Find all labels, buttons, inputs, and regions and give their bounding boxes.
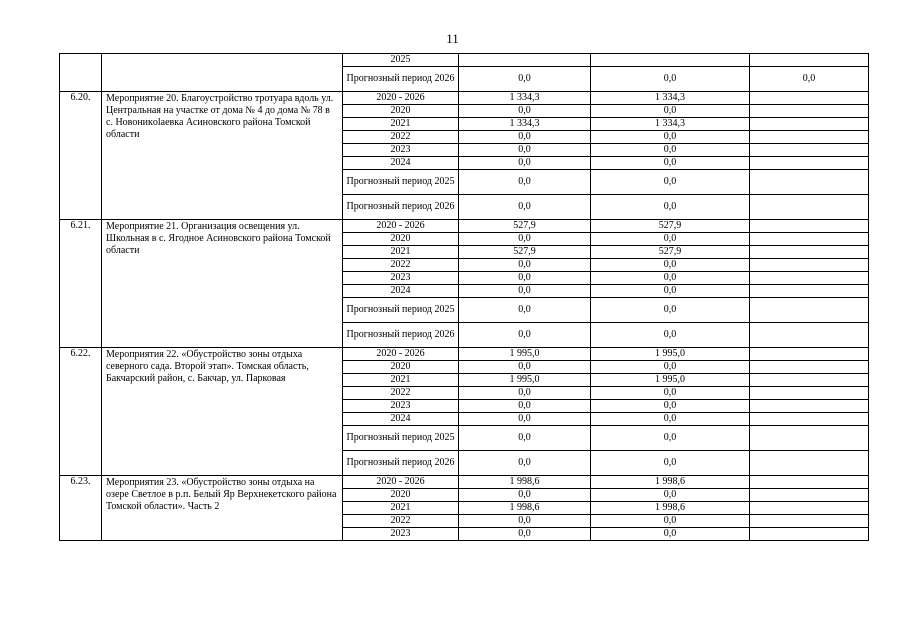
- amount-cell: [750, 92, 869, 105]
- amount-cell: 0,0: [459, 413, 591, 426]
- amount-cell: 0,0: [591, 195, 750, 220]
- amount-cell: 527,9: [459, 220, 591, 233]
- amount-cell: [750, 426, 869, 451]
- period-cell: 2022: [343, 259, 459, 272]
- period-cell: Прогнозный период 2025: [343, 426, 459, 451]
- measure-code: 6.21.: [60, 220, 102, 348]
- amount-cell: 527,9: [591, 246, 750, 259]
- amount-cell: 0,0: [750, 67, 869, 92]
- amount-cell: 0,0: [459, 144, 591, 157]
- description-cell: [102, 54, 343, 92]
- amount-cell: 527,9: [591, 220, 750, 233]
- amount-cell: 0,0: [459, 67, 591, 92]
- code-cell: [60, 54, 102, 92]
- amount-cell: 0,0: [591, 131, 750, 144]
- period-cell: Прогнозный период 2026: [343, 323, 459, 348]
- amount-cell: 0,0: [591, 451, 750, 476]
- amount-cell: [750, 105, 869, 118]
- period-cell: 2024: [343, 285, 459, 298]
- amount-cell: 0,0: [459, 515, 591, 528]
- amount-cell: 1 998,6: [591, 502, 750, 515]
- amount-cell: 1 998,6: [459, 502, 591, 515]
- amount-cell: 0,0: [459, 451, 591, 476]
- table-row: [60, 54, 869, 67]
- amount-cell: 1 995,0: [591, 374, 750, 387]
- amount-cell: [750, 451, 869, 476]
- period-cell: 2020: [343, 489, 459, 502]
- amount-cell: [750, 144, 869, 157]
- measure-description: Мероприятия 22. «Обустройство зоны отдыха северного сада. Второй этап». Томская область, Бакчарский район, с. Бакчар, ул. Парковая: [102, 348, 343, 476]
- amount-cell: 1 995,0: [591, 348, 750, 361]
- amount-cell: 0,0: [591, 361, 750, 374]
- period-cell: Прогнозный период 2026: [343, 67, 459, 92]
- period-cell: 2022: [343, 131, 459, 144]
- table-row: [60, 92, 869, 105]
- amount-cell: 1 334,3: [591, 92, 750, 105]
- amount-cell: 1 995,0: [459, 348, 591, 361]
- amount-cell: [750, 515, 869, 528]
- amount-cell: 0,0: [459, 131, 591, 144]
- amount-cell: 0,0: [591, 272, 750, 285]
- amount-cell: [750, 54, 869, 67]
- amount-cell: [750, 400, 869, 413]
- amount-cell: [750, 170, 869, 195]
- amount-cell: [750, 246, 869, 259]
- amount-cell: [750, 131, 869, 144]
- amount-cell: [750, 272, 869, 285]
- amount-cell: 0,0: [591, 259, 750, 272]
- table-row: [60, 476, 869, 489]
- period-cell: 2020 - 2026: [343, 476, 459, 489]
- page-number: 11: [446, 31, 459, 46]
- period-cell: 2020: [343, 105, 459, 118]
- amount-cell: 0,0: [459, 361, 591, 374]
- amount-cell: 0,0: [459, 528, 591, 541]
- amount-cell: 0,0: [591, 528, 750, 541]
- period-cell: 2020 - 2026: [343, 220, 459, 233]
- period-cell: 2020 - 2026: [343, 348, 459, 361]
- amount-cell: 0,0: [459, 272, 591, 285]
- amount-cell: 0,0: [459, 387, 591, 400]
- amount-cell: 0,0: [591, 400, 750, 413]
- period-cell: 2020: [343, 233, 459, 246]
- amount-cell: 0,0: [459, 195, 591, 220]
- amount-cell: 0,0: [591, 105, 750, 118]
- measure-description: Мероприятие 21. Организация освещения ул. Школьная в с. Ягодное Асиновского района Томской области: [102, 220, 343, 348]
- measure-code: 6.23.: [60, 476, 102, 541]
- amount-cell: 0,0: [591, 426, 750, 451]
- amount-cell: [750, 387, 869, 400]
- amount-cell: 0,0: [591, 298, 750, 323]
- amount-cell: 0,0: [459, 298, 591, 323]
- period-cell: 2022: [343, 387, 459, 400]
- period-cell: 2020 - 2026: [343, 92, 459, 105]
- budget-table-body: [60, 54, 869, 541]
- amount-cell: 1 334,3: [459, 92, 591, 105]
- amount-cell: [750, 220, 869, 233]
- amount-cell: 0,0: [591, 489, 750, 502]
- table-row: [60, 348, 869, 361]
- amount-cell: 0,0: [591, 387, 750, 400]
- amount-cell: [459, 54, 591, 67]
- period-cell: Прогнозный период 2026: [343, 451, 459, 476]
- period-cell: Прогнозный период 2025: [343, 170, 459, 195]
- amount-cell: 0,0: [459, 323, 591, 348]
- amount-cell: [750, 285, 869, 298]
- amount-cell: 0,0: [459, 259, 591, 272]
- period-cell: Прогнозный период 2025: [343, 298, 459, 323]
- amount-cell: 1 334,3: [591, 118, 750, 131]
- amount-cell: [750, 259, 869, 272]
- amount-cell: [750, 298, 869, 323]
- amount-cell: [750, 502, 869, 515]
- amount-cell: [591, 54, 750, 67]
- period-cell: 2021: [343, 118, 459, 131]
- amount-cell: 0,0: [591, 285, 750, 298]
- amount-cell: 0,0: [591, 170, 750, 195]
- period-cell: 2020: [343, 361, 459, 374]
- amount-cell: 0,0: [459, 157, 591, 170]
- measure-code: 6.20.: [60, 92, 102, 220]
- amount-cell: 1 998,6: [591, 476, 750, 489]
- amount-cell: [750, 157, 869, 170]
- period-cell: 2025: [343, 54, 459, 67]
- period-cell: 2023: [343, 144, 459, 157]
- amount-cell: [750, 195, 869, 220]
- amount-cell: 0,0: [459, 489, 591, 502]
- amount-cell: [750, 118, 869, 131]
- amount-cell: [750, 323, 869, 348]
- amount-cell: 0,0: [459, 105, 591, 118]
- amount-cell: 1 995,0: [459, 374, 591, 387]
- period-cell: 2023: [343, 272, 459, 285]
- amount-cell: 0,0: [459, 285, 591, 298]
- amount-cell: 0,0: [591, 413, 750, 426]
- amount-cell: 1 998,6: [459, 476, 591, 489]
- period-cell: 2021: [343, 246, 459, 259]
- period-cell: 2021: [343, 502, 459, 515]
- measure-code: 6.22.: [60, 348, 102, 476]
- measure-description: Мероприятия 23. «Обустройство зоны отдыха на озере Светлое в р.п. Белый Яр Верхнекетского района Томской области». Часть 2: [102, 476, 343, 541]
- amount-cell: [750, 413, 869, 426]
- amount-cell: 0,0: [591, 67, 750, 92]
- period-cell: 2023: [343, 400, 459, 413]
- amount-cell: [750, 489, 869, 502]
- period-cell: 2024: [343, 157, 459, 170]
- amount-cell: 0,0: [591, 233, 750, 246]
- amount-cell: 527,9: [459, 246, 591, 259]
- amount-cell: [750, 348, 869, 361]
- amount-cell: 0,0: [459, 170, 591, 195]
- amount-cell: 0,0: [591, 515, 750, 528]
- amount-cell: [750, 476, 869, 489]
- amount-cell: [750, 374, 869, 387]
- amount-cell: [750, 233, 869, 246]
- period-cell: 2021: [343, 374, 459, 387]
- amount-cell: 0,0: [591, 144, 750, 157]
- period-cell: Прогнозный период 2026: [343, 195, 459, 220]
- amount-cell: 0,0: [459, 233, 591, 246]
- amount-cell: [750, 361, 869, 374]
- amount-cell: 0,0: [459, 400, 591, 413]
- budget-table: [59, 53, 869, 541]
- period-cell: 2023: [343, 528, 459, 541]
- period-cell: 2024: [343, 413, 459, 426]
- amount-cell: 0,0: [459, 426, 591, 451]
- amount-cell: [750, 528, 869, 541]
- amount-cell: 1 334,3: [459, 118, 591, 131]
- amount-cell: 0,0: [591, 323, 750, 348]
- measure-description: Мероприятие 20. Благоустройство тротуара вдоль ул. Центральная на участке от дома № 4 до дома № 78 в с. Новоникolaевка Асиновского района Томской области: [102, 92, 343, 220]
- table-row: [60, 220, 869, 233]
- amount-cell: 0,0: [591, 157, 750, 170]
- period-cell: 2022: [343, 515, 459, 528]
